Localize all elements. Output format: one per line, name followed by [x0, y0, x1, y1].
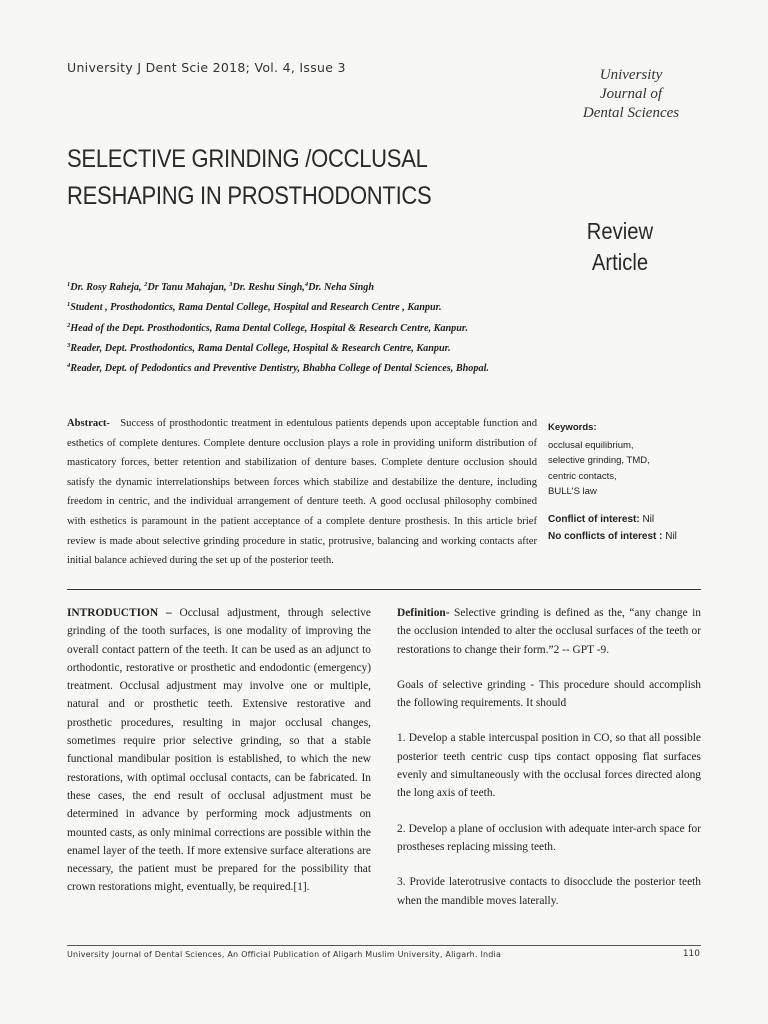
author-affiliation	[67, 337, 627, 357]
author-name: Dr. Reshu Singh,	[232, 282, 305, 293]
article-type-line: Review	[586, 218, 654, 244]
article-title	[67, 141, 472, 215]
abstract-text: Success of prosthodontic treatment in edentulous patients depends upon acceptable function and esthetics of complete dentures. Complete denture occlusion plays a role in providing uniform distribution of masticatory forces, better retention and stabilization of denture bases. Complete denture occlusion should satisfy the dynamic interrelationships between forces which stabilize and destabilize the denture, including freedom in centric, and the individual arrangement of denture teeth. A good occlusal philosophy combined with esthetics is paramount in the patient acceptance of a complete denture prosthesis. In this article brief review is made about selective grinding procedure in static, protrusive, balancing and working contacts after initial balance achieved during the set up of the posterior teeth.	[67, 418, 537, 567]
affiliation-sup: 2	[67, 321, 71, 329]
keyword-item: occlusal equilibrium,	[548, 439, 634, 451]
affiliation-text: Reader, Dept. of Pedodontics and Preventive Dentistry, Bhabha College of Dental Sciences, Bhopal.	[70, 363, 489, 375]
abstract-label: Abstract-	[67, 418, 110, 429]
conflict-line	[548, 529, 718, 546]
definition-heading: Definition-	[397, 607, 450, 619]
affiliation-text: Student , Prosthodontics, Rama Dental College, Hospital and Research Centre , Kanpur.	[70, 302, 442, 314]
introduction-heading: INTRODUCTION –	[67, 607, 172, 619]
goal-item: 1. Develop a stable intercuspal position in CO, so that all possible posterior teeth centric cusp tips contact opposing flat surfaces evenly and simultaneously with the occlusal forces directed along the long axis of teeth.	[397, 732, 701, 800]
affiliation-sup: 4	[67, 362, 71, 370]
keywords-label: Keywords:	[548, 422, 597, 433]
author-block	[67, 276, 627, 377]
author-name: Dr Tanu Mahajan,	[147, 282, 230, 293]
abstract	[67, 414, 537, 571]
conflict-value: Nil	[639, 514, 655, 525]
keyword-item: selective grinding, TMD,	[548, 455, 650, 466]
definition-text: Selective grinding is defined as the, “any change in the occlusion intended to alter the occlusal surfaces of the teeth or restorations to change their form.”2 -- GPT -9.	[397, 607, 701, 656]
affiliation-sup: 1	[67, 301, 71, 309]
journal-logo	[561, 66, 701, 123]
author-names	[67, 276, 627, 296]
section-divider	[67, 589, 701, 590]
article-title-line: RESHAPING IN PROSTHODONTICS	[67, 182, 432, 210]
journal-logo-line: Dental Sciences	[582, 105, 680, 121]
conflict-value: Nil	[662, 530, 677, 542]
introduction-paragraph	[67, 604, 371, 897]
goal-item: 3. Provide laterotrusive contacts to disocclude the posterior teeth when the mandible moves laterally.	[397, 876, 701, 907]
affiliation-sup: 3	[67, 341, 71, 349]
journal-citation: University J Dent Scie 2018; Vol. 4, Issue 3	[67, 60, 346, 75]
author-name: Dr. Neha Singh	[308, 282, 375, 293]
conflict-of-interest	[548, 512, 718, 545]
affiliation-text: Head of the Dept. Prosthodontics, Rama Dental College, Hospital & Research Centre, Kanpur.	[70, 322, 468, 334]
keyword-item: BULL'S law	[548, 486, 597, 497]
article-type	[576, 216, 664, 278]
footer-divider	[67, 945, 701, 946]
introduction-text: Occlusal adjustment, through selective grinding of the tooth surfaces, is one modality of improving the overall contact pattern of the teeth. It can be used as an adjunct to orthodontic, restorative or prosthetic and endodontic (emergency) treatment. Occlusal adjustment may involve one or multiple, natural and or prosthetic teeth. Extensive restorative and prosthetic procedures, resulting in major occlusal changes, sometimes require prior selective grinding, so that a stable functional mandibular position is established, to which the new restorations, with optimal occlusal contacts, can be fabricated. In these cases, the end result of occlusal adjustment must be determined in advance by performing mock adjustments on mounted casts, as only minimal corrections are possible within the enamel layer of the teeth. If more extensive surface alterations are necessary, the patient must be prepared for the possibility that crown restorations might, eventually, be required.[1].	[67, 607, 371, 894]
author-sup: 2	[144, 281, 148, 288]
footer-text: University Journal of Dental Sciences, An Official Publication of Aligarh Muslim University, Aligarh. India	[67, 950, 502, 959]
author-sup: 1	[67, 281, 71, 288]
body-column-left	[67, 604, 371, 897]
goals-paragraph: Goals of selective grinding - This procedure should accomplish the following requirements. It should	[397, 678, 701, 710]
author-name: Dr. Rosy Raheja,	[70, 282, 145, 293]
author-sup: 3	[229, 281, 233, 288]
conflict-label: Conflict of interest:	[548, 514, 640, 525]
definition-paragraph	[397, 604, 701, 659]
article-type-line: Article	[591, 249, 649, 275]
conflict-line	[548, 512, 718, 529]
keyword-item: centric contacts,	[548, 470, 617, 482]
affiliation-text: Reader, Dept. Prosthodontics, Rama Dental College, Hospital & Research Centre, Kanpur.	[70, 342, 451, 354]
journal-logo-line: University	[599, 67, 663, 83]
journal-logo-line: Journal of	[599, 86, 663, 102]
author-affiliation	[67, 357, 627, 377]
author-affiliation	[67, 296, 627, 316]
article-title-line: SELECTIVE GRINDING /OCCLUSAL	[67, 145, 428, 173]
conflict-label: No conflicts of interest :	[548, 530, 663, 542]
author-sup: 4	[304, 281, 309, 288]
body-column-right	[397, 604, 701, 910]
author-affiliation	[67, 317, 627, 337]
keywords-box	[548, 420, 708, 500]
page-number: 110	[682, 949, 700, 959]
goal-item: 2. Develop a plane of occlusion with adequate inter-arch space for prostheses replacing missing teeth.	[397, 822, 701, 853]
